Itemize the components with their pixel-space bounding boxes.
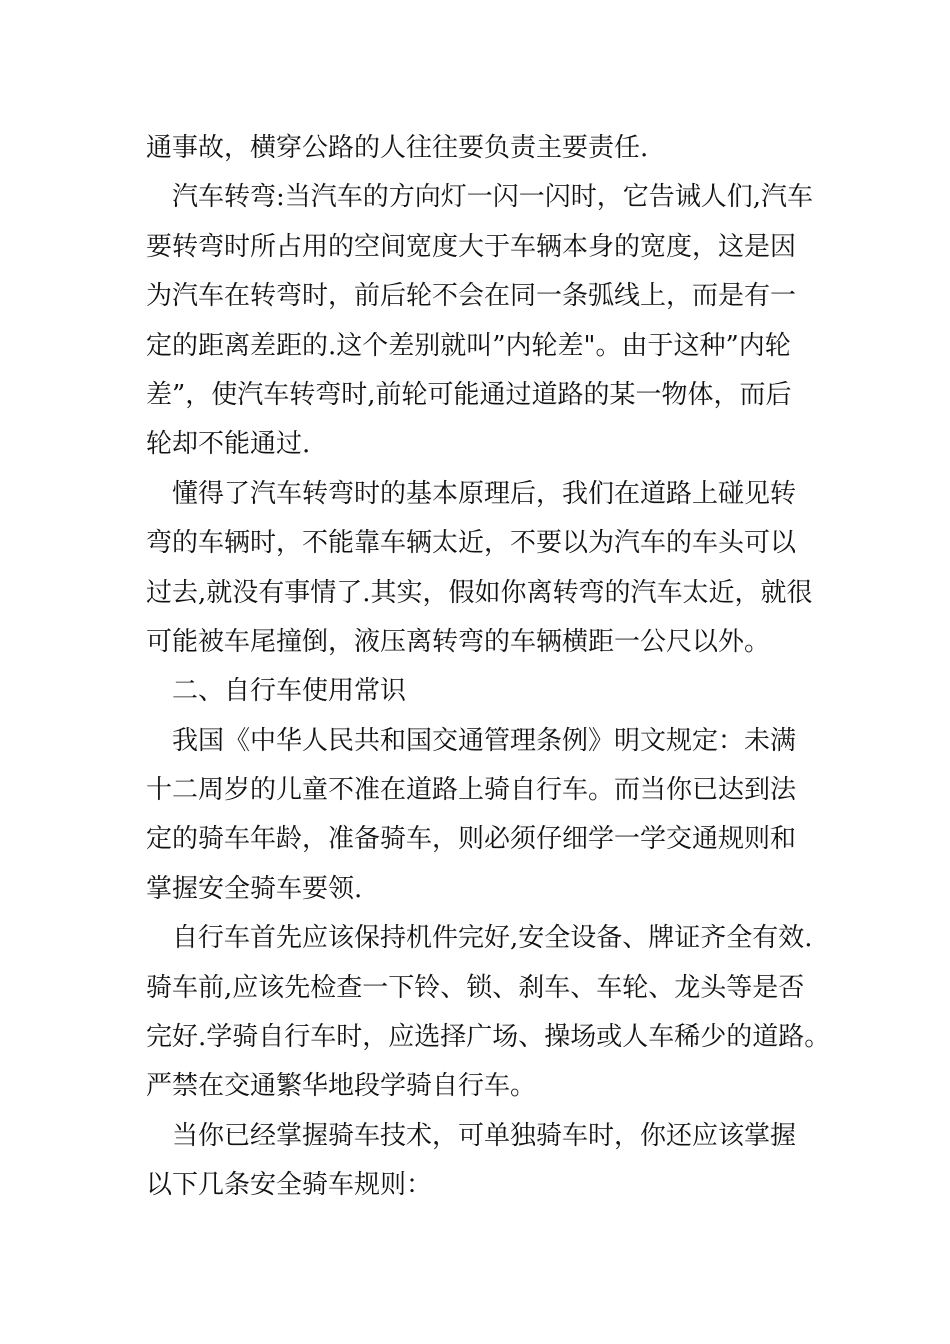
text-line: 定的骑车年龄，准备骑车，则必须仔细学一学交通规则和 xyxy=(146,824,797,855)
section-heading: 二、自行车使用常识 xyxy=(172,676,407,707)
text-line: 掌握安全骑车要领. xyxy=(146,873,363,904)
text-line: 差”，使汽车转弯时,前轮可能通过道路的某一物体，而后 xyxy=(146,379,792,410)
text-line: 定的距离差距的.这个差别就叫”内轮差"。由于这种”内轮 xyxy=(146,330,791,361)
document-body xyxy=(146,124,831,1211)
text-line: 要转弯时所占用的空间宽度大于车辆本身的宽度，这是因 xyxy=(146,231,797,262)
paragraph-start-line: 自行车首先应该保持机件完好,安全设备、牌证齐全有效. xyxy=(172,923,813,954)
text-line: 过去,就没有事情了.其实，假如你离转弯的汽车太近，就很 xyxy=(146,577,813,608)
paragraph-start-line: 汽车转弯:当汽车的方向灯一闪一闪时，它告诫人们,汽车 xyxy=(172,182,814,213)
text-line: 严禁在交通繁华地段学骑自行车。 xyxy=(146,1071,537,1102)
text-line: 可能被车尾撞倒，液压离转弯的车辆横距一公尺以外。 xyxy=(146,626,771,657)
text-line: 完好.学骑自行车时，应选择广场、操场或人车稀少的道路。 xyxy=(146,1022,831,1053)
text-line: 为汽车在转弯时，前后轮不会在同一条弧线上，而是有一 xyxy=(146,281,797,312)
paragraph-start-line: 当你已经掌握骑车技术，可单独骑车时，你还应该掌握 xyxy=(172,1120,797,1151)
text-line: 通事故，横穿公路的人往往要负责主要责任. xyxy=(146,133,649,163)
paragraph-start-line: 懂得了汽车转弯时的基本原理后，我们在道路上碰见转 xyxy=(172,478,797,509)
text-line: 轮却不能通过. xyxy=(146,429,311,460)
text-line: 骑车前,应该先检查一下铃、锁、刹车、车轮、龙头等是否 xyxy=(146,972,805,1003)
text-line: 十二周岁的儿童不准在道路上骑自行车。而当你已达到法 xyxy=(146,775,797,806)
paragraph-start-line: 我国《中华人民共和国交通管理条例》明文规定：未满 xyxy=(172,725,797,756)
text-line: 弯的车辆时，不能靠车辆太近，不要以为汽车的车头可以 xyxy=(146,528,797,559)
text-line: 以下几条安全骑车规则： xyxy=(146,1170,433,1201)
